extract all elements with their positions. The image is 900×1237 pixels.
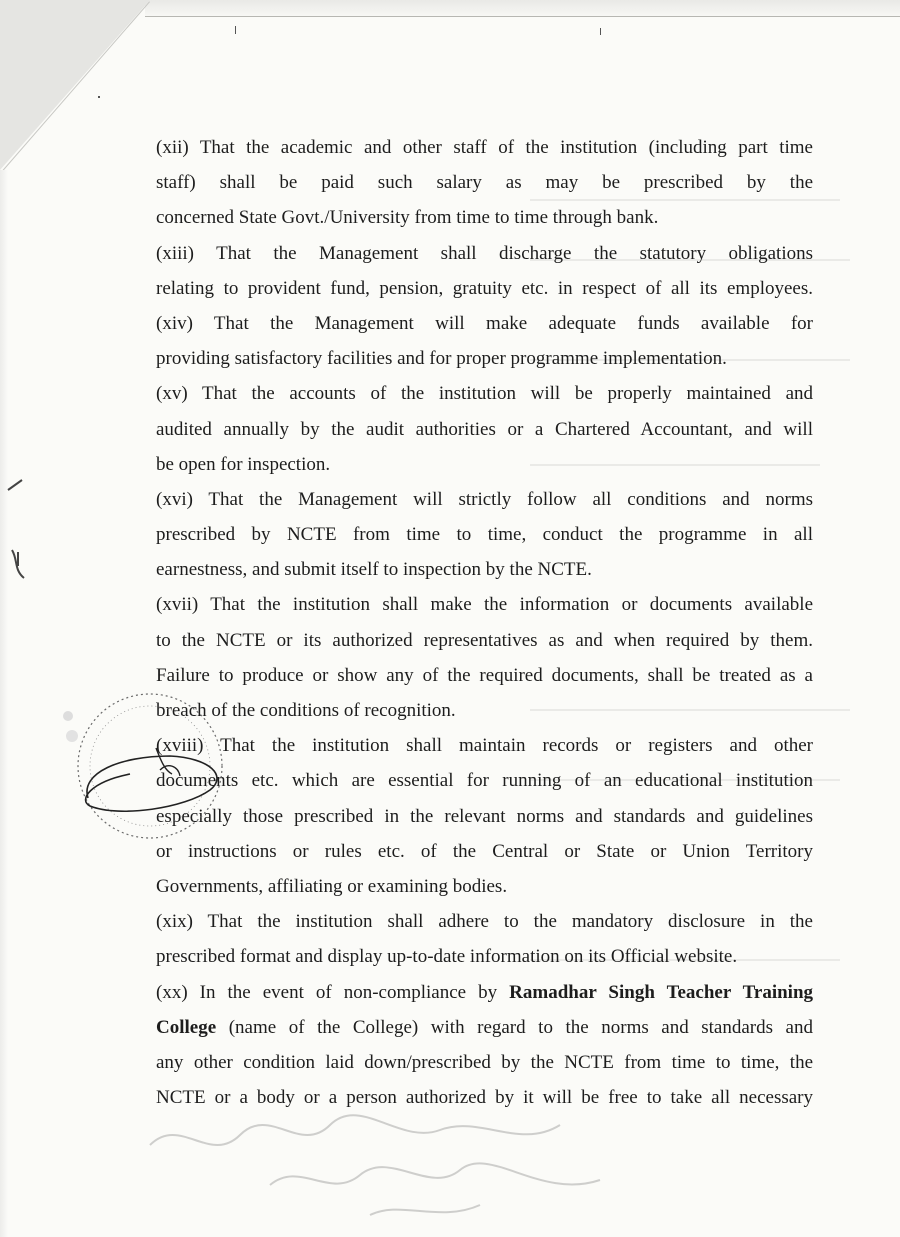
college-name-part-2: College — [156, 1016, 217, 1038]
text-line: (xii) That the academic and other staff of the institution (including part time — [156, 137, 813, 158]
scan-speck — [98, 96, 100, 98]
text-line: documents etc. which are essential for running of an educational institution — [156, 770, 813, 792]
scan-top-edge — [145, 0, 900, 17]
clause-xx-line-3: any other condition laid down/prescribed by the NCTE from time to time, the — [156, 1051, 813, 1073]
signature-stroke — [86, 756, 217, 811]
text-line: prescribed by NCTE from time to time, conduct the programme in all — [156, 524, 813, 546]
scan-speck — [600, 28, 601, 35]
clause-xx-line-2 — [156, 1010, 813, 1045]
scan-left-edge — [0, 170, 8, 1237]
text-line: (xiii) That the Management shall discharge the statutory obligations — [156, 242, 813, 264]
text-line: (xvii) That the institution shall make the information or documents available — [156, 594, 813, 616]
text-line: (xvi) That the Management will strictly follow all conditions and norms — [156, 488, 813, 510]
reverse-handwriting-bleed — [140, 1105, 660, 1225]
text-line: staff) shall be paid such salary as may be prescribed by the — [156, 172, 813, 194]
text-line: especially those prescribed in the relevant norms and standards and guidelines — [156, 805, 813, 827]
clause-xx-line-1 — [156, 975, 813, 1010]
text-line: (xv) That the accounts of the institution will be properly maintained and — [156, 383, 813, 405]
text-line: relating to provident fund, pension, gratuity etc. in respect of all its employees. — [156, 277, 813, 299]
clause-xx-line-2-rest: (name of the College) with regard to the norms and standards and — [216, 1016, 813, 1038]
text-line: Failure to produce or show any of the required documents, shall be treated as a — [156, 664, 813, 686]
scan-speck — [235, 26, 236, 34]
text-line: (xix) That the institution shall adhere to the mandatory disclosure in the — [156, 911, 813, 933]
text-line: (xviii) That the institution shall maintain records or registers and other — [156, 735, 813, 757]
margin-mark — [4, 470, 34, 590]
text-line: earnestness, and submit itself to inspection by the NCTE. — [156, 559, 592, 581]
text-line: to the NCTE or its authorized representatives as and when required by them. — [156, 629, 813, 651]
body-text — [156, 130, 813, 1115]
text-line: concerned State Govt./University from time to time through bank. — [156, 207, 659, 229]
college-name-part-1: Ramadhar Singh Teacher Training — [509, 981, 814, 1003]
text-line: prescribed format and display up-to-date information on its Official website. — [156, 946, 738, 968]
text-line: (xiv) That the Management will make adequate funds available for — [156, 312, 813, 334]
text-line: breach of the conditions of recognition. — [156, 700, 456, 721]
text-line: be open for inspection. — [156, 453, 331, 475]
text-line: or instructions or rules etc. of the Central or State or Union Territory — [156, 840, 813, 862]
text-line: Governments, affiliating or examining bodies. — [156, 875, 508, 897]
clause-xx-prefix: (xx) In the event of non-compliance by — [156, 981, 510, 1003]
text-line: audited annually by the audit authorities or a Chartered Accountant, and will — [156, 418, 813, 440]
text-line: providing satisfactory facilities and for proper programme implementation. — [156, 348, 727, 370]
office-stamp — [60, 678, 235, 853]
clause-xx-line-4: NCTE or a body or a person authorized by it will be free to take all necessary — [156, 1087, 813, 1109]
